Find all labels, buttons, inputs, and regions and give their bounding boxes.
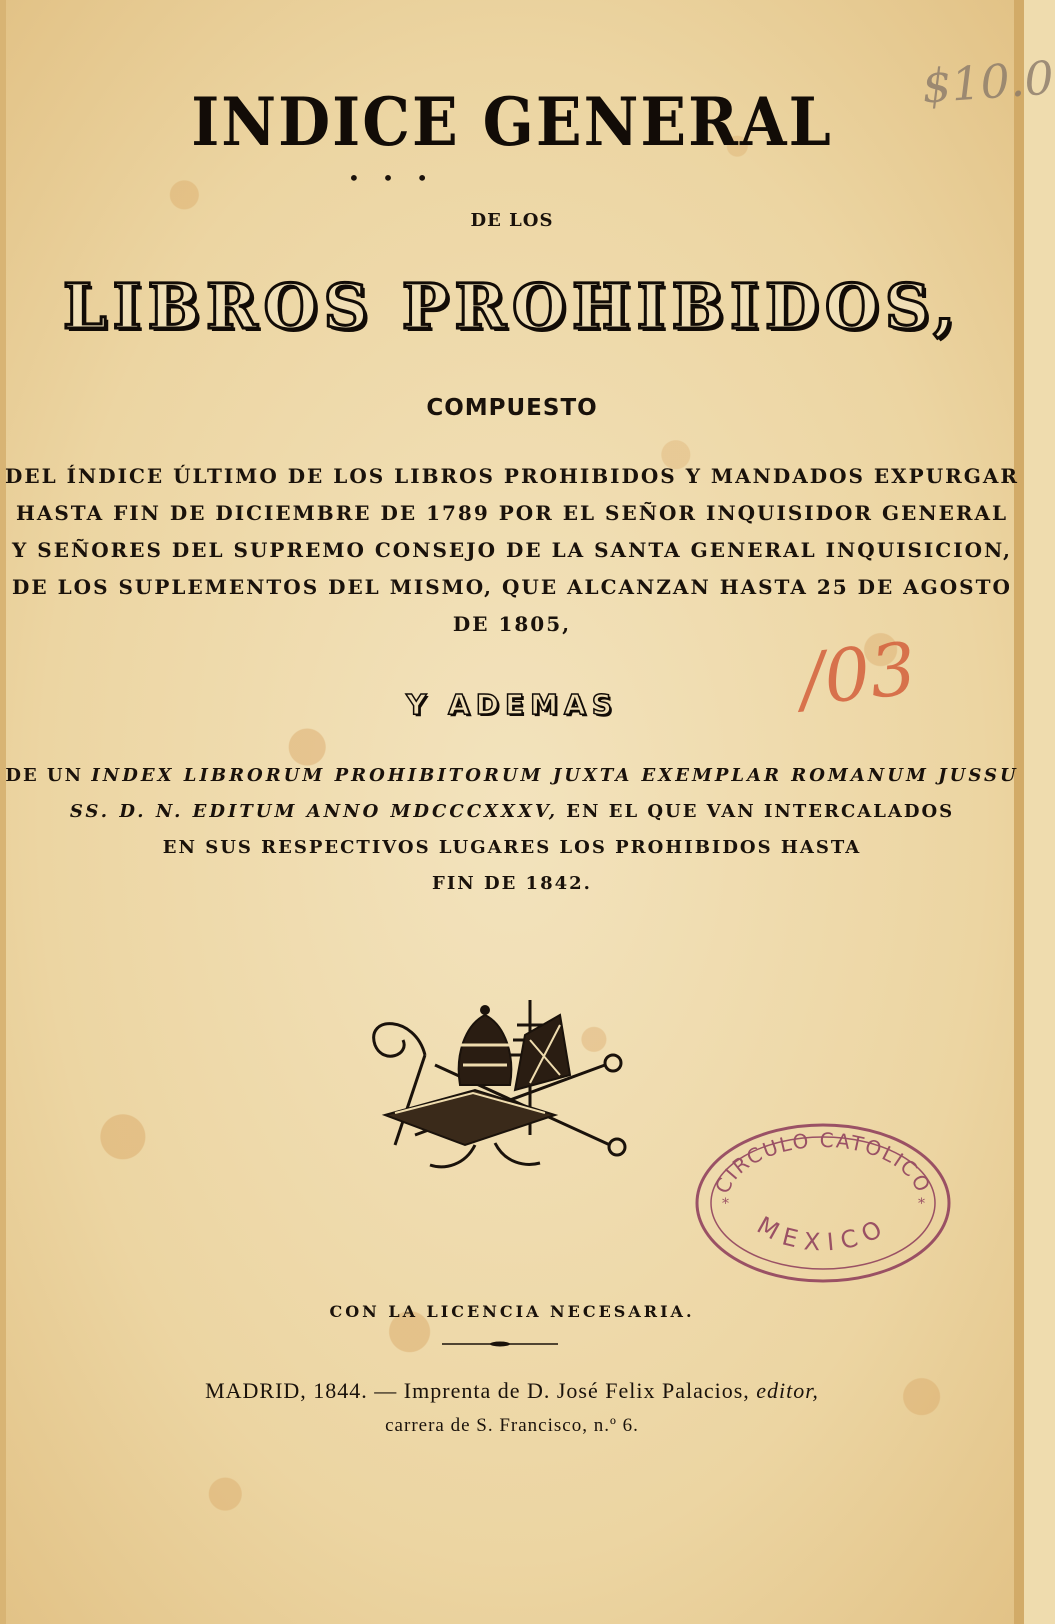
- stamp-top-text: CIRCULO CATOLICO: [710, 1127, 936, 1198]
- main-title: INDICE GENERAL: [191, 84, 833, 162]
- description-line: DEL ÍNDICE ÚLTIMO DE LOS LIBROS PROHIBIDOS Y MANDADOS EXPURGAR: [5, 464, 1019, 488]
- description-block: [0, 458, 1024, 643]
- imprint-line-1: [0, 1378, 1024, 1404]
- description-line: Y SEÑORES DEL SUPREMO CONSEJO DE LA SANTA GENERAL INQUISICION,: [12, 538, 1012, 562]
- circulo-catolico-stamp: [692, 1118, 954, 1288]
- imprint-address: carrera de S. Francisco, n.º 6.: [385, 1415, 639, 1436]
- decorative-title: LIBROS PROHIBIDOS,: [63, 270, 961, 343]
- description-line: DE 1805,: [452, 612, 572, 636]
- index-line-1: [0, 758, 1024, 794]
- description-line: DE LOS SUPLEMENTOS DEL MISMO, QUE ALCANZAN HASTA 25 DE AGOSTO: [12, 575, 1012, 599]
- index-block: [0, 758, 1024, 902]
- index-latin-edition: SS. D. N. EDITUM ANNO MDCCCXXXV,: [69, 801, 559, 822]
- svg-text:*: *: [918, 1196, 925, 1212]
- index-line-2-rest: EN EL QUE VAN INTERCALADOS: [566, 801, 955, 822]
- index-prefix: DE UN: [5, 765, 84, 786]
- handwritten-price: $10.0: [920, 50, 1055, 114]
- svg-text:*: *: [722, 1196, 729, 1212]
- imprint-editor: editor,: [756, 1378, 819, 1403]
- compuesto-heading: COMPUESTO: [426, 395, 598, 421]
- licencia-line: CON LA LICENCIA NECESARIA.: [329, 1302, 695, 1321]
- title-ornament: • • •: [347, 166, 437, 190]
- index-latin-title: INDEX LIBRORUM PROHIBITORUM JUXTA EXEMPLAR ROMANUM JUSSU: [91, 765, 1019, 786]
- index-line-4: FIN DE 1842.: [432, 873, 592, 894]
- papal-emblem-vignette: [355, 995, 645, 1180]
- imprint-publisher: MADRID, 1844. — Imprenta de D. José Felix Palacios,: [205, 1378, 750, 1403]
- index-line-3: EN SUS RESPECTIVOS LUGARES LOS PROHIBIDOS HASTA: [162, 837, 862, 858]
- ademas-heading: Y ADEMAS: [406, 688, 618, 721]
- stamp-bottom-text: MEXICO: [752, 1210, 894, 1257]
- subtitle-de-los: DE LOS: [470, 210, 554, 231]
- handwritten-red-number: /03: [795, 626, 920, 722]
- description-line: HASTA FIN DE DICIEMBRE DE 1789 POR EL SEÑOR INQUISIDOR GENERAL: [15, 501, 1009, 525]
- index-line-2: [0, 794, 1024, 830]
- ornamental-rule: [442, 1341, 558, 1347]
